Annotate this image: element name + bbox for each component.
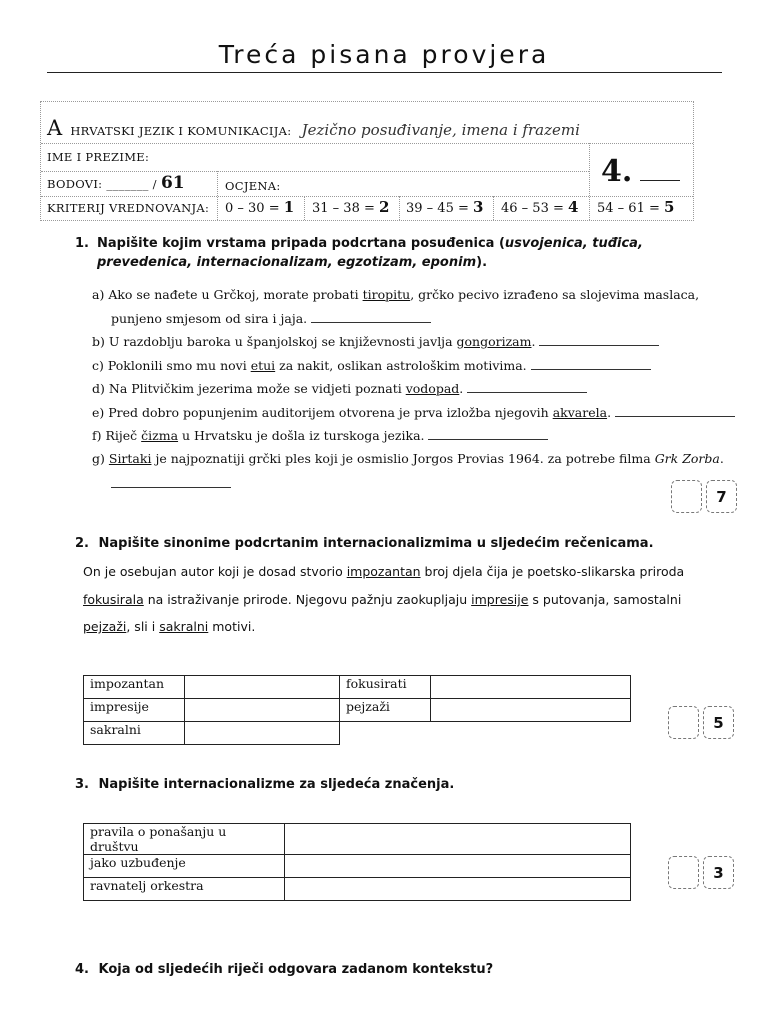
table-cell-term: fokusirati xyxy=(340,676,431,699)
header-box xyxy=(40,101,694,221)
section-letter: A xyxy=(47,116,63,140)
q1-item-e: e) Pred dobro popunjenim auditorijem otvorena je prva izložba njegovih akvarela. xyxy=(92,405,735,420)
q1-item-a-cont: punjeno smjesom od sira i jaja. xyxy=(111,311,431,326)
answer-cell[interactable] xyxy=(185,676,340,699)
q2-max-points: 5 xyxy=(703,706,734,739)
table-cell-term: pejzaži xyxy=(340,699,431,722)
q1-item-b: b) U razdoblju baroka u španjolskoj se književnosti javlja gongorizam. xyxy=(92,334,659,349)
q2-earned-points-box[interactable] xyxy=(668,706,699,739)
table-cell-term: impozantan xyxy=(84,676,185,699)
q3-earned-points-box[interactable] xyxy=(668,856,699,889)
grade-number-row xyxy=(601,154,680,189)
answer-cell[interactable] xyxy=(185,722,340,745)
points-max: 61 xyxy=(160,173,185,193)
table-cell-meaning: pravila o ponašanju u društvu xyxy=(84,824,285,855)
answer-blank-b[interactable] xyxy=(539,335,659,346)
header-subject-row xyxy=(47,116,580,140)
points-row xyxy=(47,173,185,193)
q1-item-c: c) Poklonili smo mu novi etui za nakit, oslikan astrološkim motivima. xyxy=(92,358,651,373)
answer-cell[interactable] xyxy=(285,824,631,855)
grade-label: OCJENA: xyxy=(225,179,281,193)
q1-item-d: d) Na Plitvičkim jezerima može se vidjeti poznati vodopad. xyxy=(92,381,587,396)
answer-blank-e[interactable] xyxy=(615,406,735,417)
answer-blank-a[interactable] xyxy=(311,312,431,323)
q2-paragraph-line-1: On je osebujan autor koji je dosad stvorio impozantan broj djela čija je poetsko-slikarska priroda xyxy=(83,564,685,579)
q3-meanings-table xyxy=(83,823,631,901)
table-cell-term: impresije xyxy=(84,699,185,722)
answer-cell[interactable] xyxy=(285,855,631,878)
page-title: Treća pisana provjera xyxy=(218,40,550,69)
answer-blank-d[interactable] xyxy=(467,382,587,393)
q3-max-points: 3 xyxy=(703,856,734,889)
answer-cell[interactable] xyxy=(185,699,340,722)
q1-item-a: a) Ako se nađete u Grčkoj, morate probati tiropitu, grčko pecivo izrađeno sa slojevima maslaca, xyxy=(92,287,700,302)
q4-heading: 4. Koja od sljedećih riječi odgovara zadanom kontekstu? xyxy=(75,962,494,977)
name-label: IME I PREZIME: xyxy=(47,150,150,164)
answer-cell[interactable] xyxy=(431,676,631,699)
q1-item-g: g) Sirtaki je najpoznatiji grčki ples koji je osmislio Jorgos Provias 1964. za potrebe filma Grk Zorba. xyxy=(92,451,724,466)
answer-cell[interactable] xyxy=(285,878,631,901)
q2-synonym-table xyxy=(83,675,631,745)
subject-label: HRVATSKI JEZIK I KOMUNIKACIJA: xyxy=(70,124,292,138)
q1-item-f: f) Riječ čizma u Hrvatsku je došla iz turskoga jezika. xyxy=(92,428,548,443)
table-cell-term: sakralni xyxy=(84,722,185,745)
q2-heading: 2. Napišite sinonime podcrtanim internacionalizmima u sljedećim rečenicama. xyxy=(75,536,654,551)
criteria-cell-5: 54 – 61 = 5 xyxy=(597,198,675,216)
q2-paragraph-line-3: pejzaži, sli i sakralni motivi. xyxy=(83,619,256,634)
grade-number: 4. xyxy=(601,154,633,189)
answer-cell[interactable] xyxy=(431,699,631,722)
q2-paragraph-line-2: fokusirala na istraživanje prirode. Njegovu pažnju zaokupljaju impresije s putovanja, samostalni xyxy=(83,592,682,607)
criteria-cell-1: 0 – 30 = 1 xyxy=(225,198,295,216)
criteria-cell-3: 39 – 45 = 3 xyxy=(406,198,484,216)
q3-heading: 3. Napišite internacionalizme za sljedeća značenja. xyxy=(75,777,455,792)
topic-title: Jezično posuđivanje, imena i frazemi xyxy=(301,121,580,139)
answer-blank-g-row xyxy=(111,477,231,492)
answer-blank-f[interactable] xyxy=(428,429,548,440)
criteria-cell-4: 46 – 53 = 4 xyxy=(501,198,579,216)
title-divider xyxy=(47,72,722,73)
criteria-cell-2: 31 – 38 = 2 xyxy=(312,198,390,216)
answer-blank-g[interactable] xyxy=(111,477,231,488)
table-cell-meaning: ravnatelj orkestra xyxy=(84,878,285,901)
criteria-label: KRITERIJ VREDNOVANJA: xyxy=(47,201,210,215)
points-label: BODOVI: _______ / xyxy=(47,177,157,191)
table-cell-meaning: jako uzbuđenje xyxy=(84,855,285,878)
answer-blank-c[interactable] xyxy=(531,359,651,370)
q1-max-points: 7 xyxy=(706,480,737,513)
q1-heading: 1. Napišite kojim vrstama pripada podcrtana posuđenica (usvojenica, tuđica, prevedenica, internacionalizam, egzotizam, eponim). xyxy=(75,236,643,270)
q1-earned-points-box[interactable] xyxy=(671,480,702,513)
